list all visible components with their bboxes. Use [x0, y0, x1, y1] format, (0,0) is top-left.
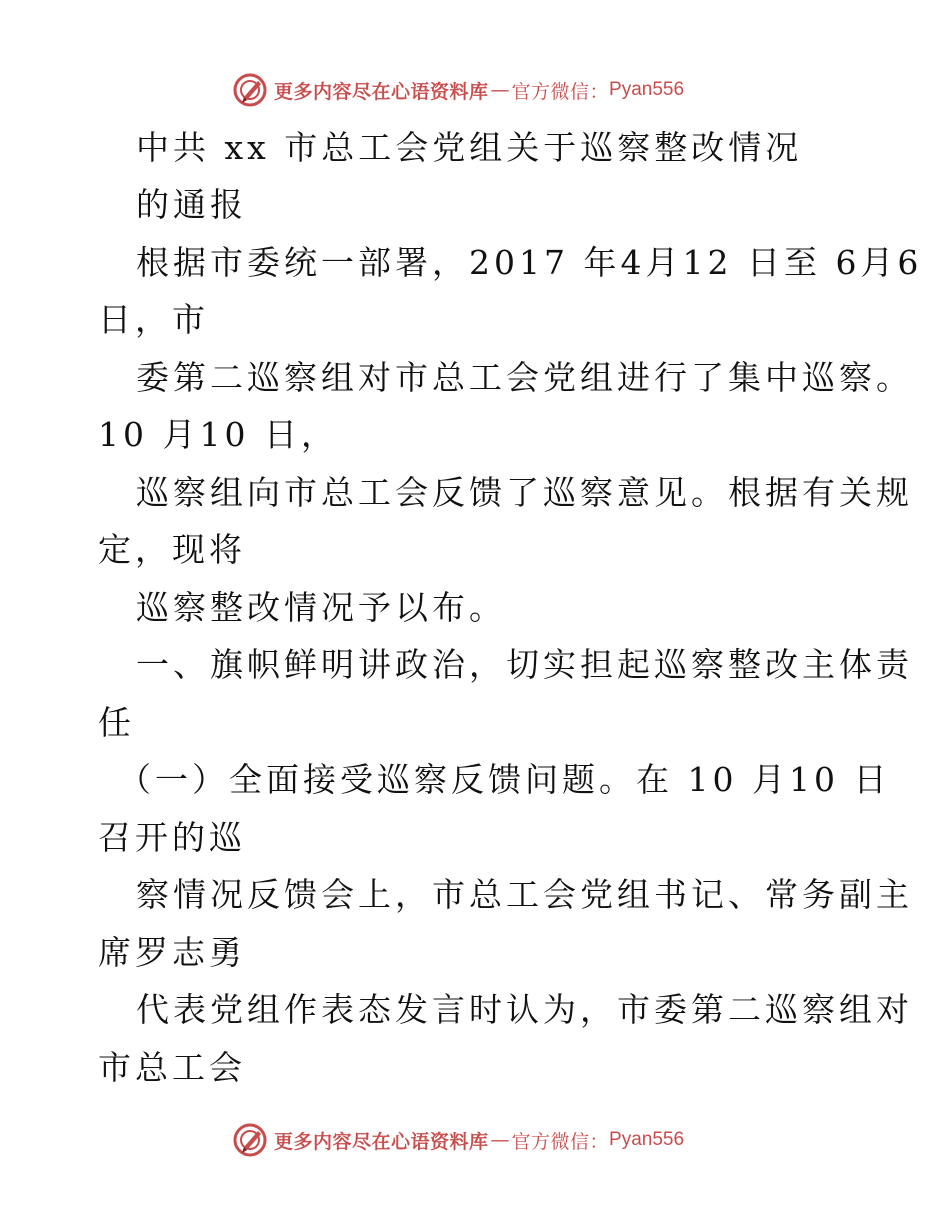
paragraph-line: 察情况反馈会上，市总工会党组书记、常务副主	[136, 875, 913, 914]
paragraph-line: 市总工会	[98, 1048, 246, 1087]
paragraph-line: 召开的巡	[98, 818, 246, 857]
wechat-id: Pyan556	[609, 79, 685, 100]
section-heading-line: 任	[98, 703, 135, 742]
title-line-2: 的通报	[136, 185, 247, 224]
title-line-1: 中共 xx 市总工会党组关于巡察整改情况	[136, 128, 803, 167]
paragraph-line: 根据市委统一部署，2017 年4月12 日至 6月6	[136, 243, 923, 282]
section-heading-line: 一、旗帜鲜明讲政治，切实担起巡察整改主体责	[136, 645, 913, 684]
pen-logo-icon	[232, 1122, 268, 1158]
header-watermark	[232, 70, 684, 110]
paragraph-line: 代表党组作表态发言时认为，市委第二巡察组对	[136, 990, 913, 1029]
banner-dash: —	[490, 79, 510, 101]
paragraph-line: 席罗志勇	[98, 933, 246, 972]
wechat-label: 官方微信：	[511, 80, 610, 103]
site-name: 更多内容尽在心语资料库	[274, 80, 489, 103]
paragraph-line: 定，现将	[98, 530, 246, 569]
site-name: 更多内容尽在心语资料库	[274, 1130, 489, 1153]
paragraph-line: （一）全面接受巡察反馈问题。在 10 月10 日	[118, 760, 891, 799]
banner-dash: —	[490, 1129, 510, 1151]
paragraph-line: 巡察组向市总工会反馈了巡察意见。根据有关规	[136, 473, 913, 512]
pen-logo-icon	[232, 72, 268, 108]
footer-watermark	[232, 1120, 684, 1160]
paragraph-line: 巡察整改情况予以布。	[136, 588, 506, 627]
paragraph-line: 委第二巡察组对市总工会党组进行了集中巡察。	[136, 358, 913, 397]
paragraph-line: 10 月10 日，	[98, 415, 338, 454]
wechat-label: 官方微信：	[511, 1130, 610, 1153]
paragraph-line: 日，市	[98, 300, 209, 339]
wechat-id: Pyan556	[609, 1129, 685, 1150]
